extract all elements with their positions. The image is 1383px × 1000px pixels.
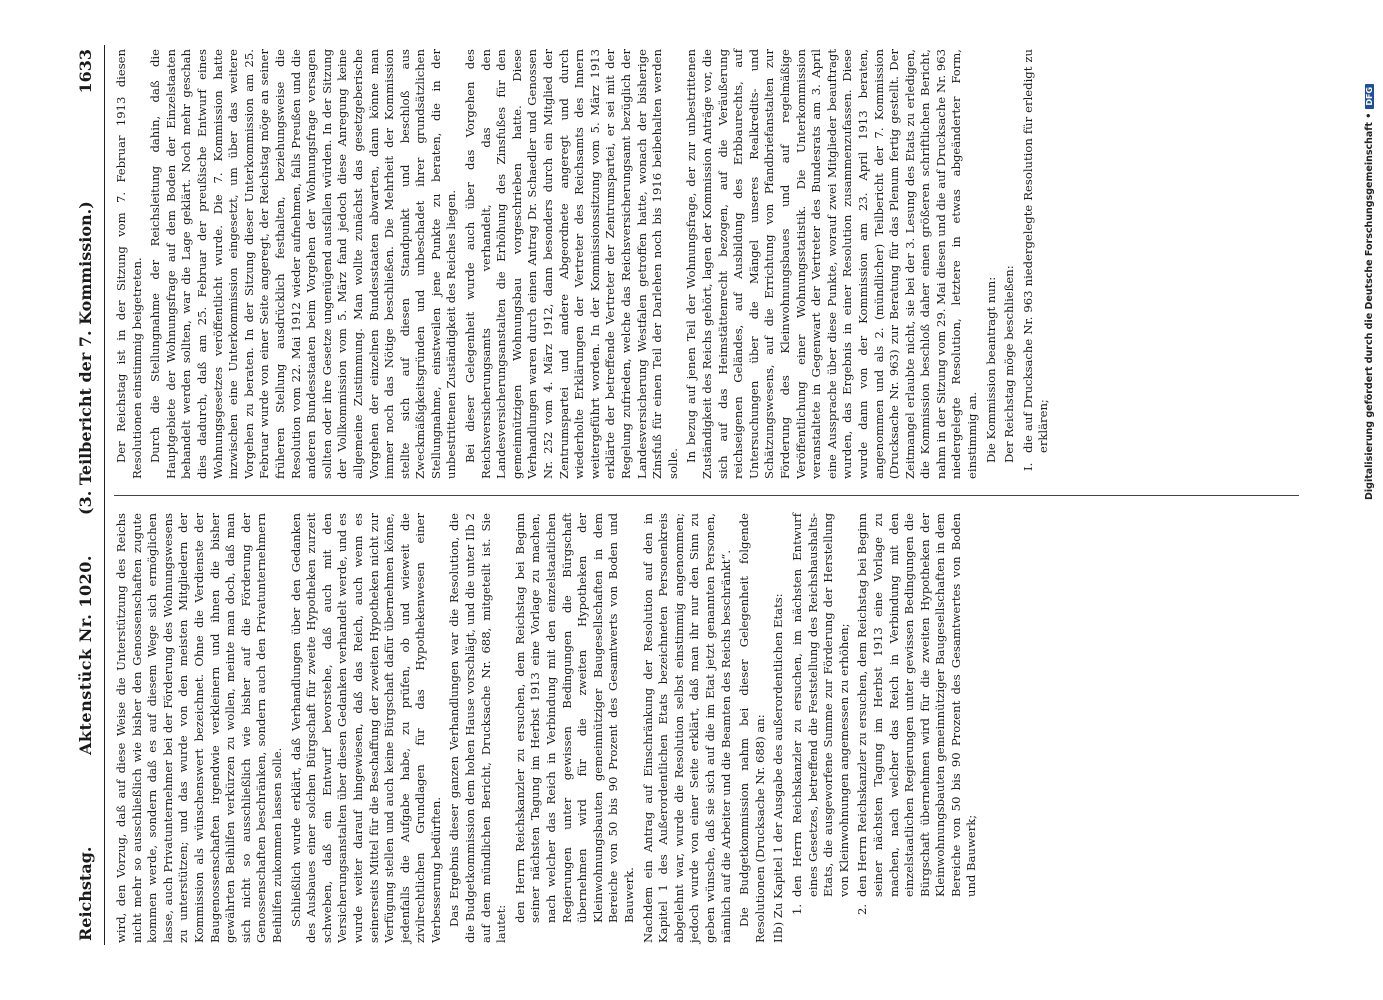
left-column (114, 513, 983, 943)
text-columns (114, 45, 1304, 945)
digitization-credit: Digitalisierung gefördert durch die Deutsche Forschungsgemeinschaft • (1364, 112, 1375, 500)
quoted-resolution: den Herrn Reichskanzler zu ersuchen, dem Reichstag bei Beginn seiner nächsten Tagung im Herbst 1913 eine Vorlage zu machen, nach welcher das Reich in Verbindung mit den einzelstaatlichen Regierungen unter gewissen Bedingungen die Bürgschaft übernehmen wird für die zweiten Hypotheken der Kleinwohnungsbauten gemeinnütziger Baugesellschaften in dem Bereiche von 50 bis 90 Prozent des Gesamtwerts von Boden und Bauwerk. (512, 513, 636, 923)
item-number: 1. (789, 903, 804, 915)
item-text: den Herrn Reichskanzler zu ersuchen, im nächsten Entwurf eines Gesetzes, betreffend die Feststellung des Reichshaushalts-Etats, die ausgeworfene Summe zur Förderung der Herstellung von Kleinwohnungen angemessen zu erhöhen; (789, 513, 851, 897)
item-text: den Herrn Reichskanzler zu ersuchen, dem Reichstag bei Beginn seiner nächsten Tagung im Herbst 1913 eine Vorlage zu machen, nach welcher das Reich in Verbindung mit den einzelstaatlichen Regierungen unter gewissen Bedingungen die Bürgschaft übernehmen wird für die zweiten Hypotheken der Kleinwohnungsbauten gemeinnütziger Baugesellschaften in dem Bereiche von 50 bis 90 Prozent des Gesamtwertes von Boden und Bauwerk; (855, 513, 979, 897)
paragraph: Der Reichstag ist in der Sitzung vom 7. Februar 1913 diesen Resolutionen einstimmig beigetreten. (114, 49, 144, 479)
paragraph: Das Ergebnis dieser ganzen Verhandlungen war die Resolution, die die Budgetkommission dem hohen Hause vorschlägt, und die unter IIb 2 auf dem mündlichen Bericht, Drucksache Nr. 688, mitgeteilt ist. Sie lautet: (447, 513, 509, 943)
page-number: 1633 (76, 49, 95, 94)
paragraph: Nachdem ein Antrag auf Einschränkung der Resolution auf den in Kapitel 1 des Außerordentlichen Etats bezeichneten Personenkreis abgelehnt war, wurde die Resolution selbst einstimmig angenommen; jedoch wurde von einer Seite erklärt, daß man ihr nur den Sinn zu geben wünsche, daß sie sich auf die im Etat jetzt genannten Personen, nämlich auf die Arbeiter und die Beamten des Reichs beschränkt“. (640, 513, 733, 943)
dfg-logo: DFG (1365, 84, 1374, 109)
document-page (70, 45, 1310, 945)
paragraph: Der Reichstag möge beschließen: (1002, 265, 1017, 463)
header-document-number: Aktenstück Nr. 1020. (76, 555, 95, 755)
paragraph: Die Kommission beantragt nun: (983, 276, 998, 463)
resolution-heading: IIb) Zu Kapitel 1 der Ausgabe des außerordentlichen Etats: (771, 593, 786, 943)
resolution-item (790, 513, 852, 943)
right-column (114, 49, 1055, 479)
paragraph: Bei dieser Gelegenheit wurde auch über das Vorgehen des Reichsversicherungsamts verhandelt, das den Landesversicherungsanstalten die Erhöhung des Zinsfußes für den gemeinnützigen Wohnungsbau vorgeschrieben hatte. Diese Verhandlungen waren durch einen Antrag Dr. Schaedler und Genossen Nr. 252 vom 4. März 1912, dann besonders durch ein Mitglied der Zentrumspartei und andere Abgeordnete angeregt und durch wiederholte Erklärungen der Vertreter des Reichsamts des Innern weitergeführt worden. In der Kommissionssitzung vom 5. März 1913 erklärte der betreffende Vertreter der Zentrumspartei, er sei mit der Regelung zufrieden, welche das Reichsversicherungsamt bezüglich der Landesversicherung Westfalen getroffen hatte, wonach der bisherige Zinsfuß für einen Teil der Darlehen noch bis 1916 beibehalten werden solle. (463, 49, 680, 479)
motion-item (1021, 49, 1052, 479)
paragraph: Die Budgetkommission nahm bei dieser Gelegenheit folgende Resolutionen (Drucksache Nr. 688) an: (737, 513, 767, 943)
paragraph: Schließlich wurde erklärt, daß Verhandlungen über den Gedanken des Ausbaues einer solchen Bürgschaft für zweite Hypotheken zurzeit schweben, daß ein Entwurf bevorstehe, daß auch mit den Versicherungsanstalten über diesen Gedanken verhandelt werde, und es wurde weiter darauf hingewiesen, daß das Reich, auch wenn es seinerseits Mittel für die Beschaffung der zweiten Hypotheken nicht zur Verfügung stellen und auch keine Bürgschaft dafür übernehmen könne, jedenfalls die Aufgabe habe, zu prüfen, ob und wieweit die zivilrechtlichen Grundlagen für das Hypothekenwesen einer Verbesserung bedürften. (288, 513, 443, 943)
page-header (70, 45, 105, 945)
item-number: 2. (855, 903, 870, 915)
paragraph: Durch die Stellungnahme der Reichsleitung dahin, daß die Hauptgebiete der Wohnungsfrage auf dem Boden der Einzelstaaten behandelt werden sollten, war die Lage geklärt. Noch mehr geschah dies dadurch, daß am 25. Februar der preußische Entwurf eines Wohnungsgesetzes veröffentlicht wurde. Die 7. Kommission hatte inzwischen eine Unterkommission eingesetzt, um über das weitere Vorgehen zu beraten. In der Sitzung dieser Unterkommission am 25. Februar wurde von einer Seite angeregt, der Reichstag möge an seiner früheren Stellung ausdrücklich festhalten, beziehungsweise die Resolution vom 22. Mai 1912 wieder aufnehmen, falls Preußen und die anderen Bundesstaaten beim Vorgehen der Wohnungsfrage versagen sollten oder ihre Gesetze ungenügend ausfallen würden. In der Sitzung der Vollkommission vom 5. März fand jedoch diese Anregung keine allgemeine Zustimmung. Man wollte zunächst das gesetzgeberische Vorgehen der einzelnen Bundesstaaten abwarten, dann könne man immer noch das Nötige beschließen. Die Mehrheit der Kommission stellte sich auf diesen Standpunkt und beschloß aus Zweckmäßigkeitsgründen und unbeschadet ihrer grundsätzlichen Stellungnahme, einstweilen jene Punkte zu beraten, die in der unbestrittenen Zuständigkeit des Reiches liegen. (148, 49, 459, 479)
column-divider (114, 495, 1299, 496)
paragraph: wird, den Vorzug, daß auf diese Weise die Unterstützung des Reichs nicht mehr so ausschließlich wie bisher den Genossenschaften zugute kommen werde, sondern daß es auf diesem Wege sich ermöglichen lasse, auch Privatunternehmer bei der Förderung des Wohnungswesens zu unterstützen; und das wurde von den meisten Mitgliedern der Kommission als wünschenswert bezeichnet. Ohne die Verdienste der Baugenossenschaften irgendwie verkleinern und ihnen die bisher gewährten Beihilfen verkürzen zu wollen, meinte man doch, daß man sich nicht so ausschließlich wie bisher auf die Förderung der Genossenschaften beschränken, sondern auch den Privatunternehmern Beihilfen zukommen lassen solle. (114, 513, 284, 943)
item-number: I. (1020, 462, 1035, 471)
digitization-note (1364, 20, 1378, 500)
header-report-title: (3. Teilbericht der 7. Kommission.) (76, 201, 95, 515)
item-text: die auf Drucksache Nr. 963 niedergelegte Resolution für erledigt zu erklären; (1020, 49, 1051, 453)
paragraph: In bezug auf jenen Teil der Wohnungsfrage, der zur unbestrittenen Zuständigkeit des Reichs gehört, lagen der Kommission Anträge vor, die sich auf das Heimstättenrecht bezogen, auf die Veräußerung reichseigenen Geländes, auf Ausbildung des Erbbaurechts, auf Untersuchungen über die Mängel unseres Realkredits- und Schätzungswesens, auf die Errichtung von Pfandbriefanstalten zur Förderung des Kleinwohnungsbaues und auf regelmäßige Veröffentlichung einer Wohnungsstatistik. Die Unterkommission veranstaltete in Gegenwart der Vertreter des Bundesrats am 3. April eine Aussprache über diese Punkte, worauf zwei Mitglieder beauftragt wurden, das Ergebnis in einer Resolution zusammenzufassen. Diese wurde dann von der Kommission am 23. April 1913 beraten, angenommen und als 2. (mündlicher) Teilbericht der 7. Kommission (Drucksache Nr. 963) zur Beratung für das Plenum fertig gestellt. Der Zeitmangel erlaubte nicht, sie bei der 3. Lesung des Etats zu erledigen, die Kommission beschloß daher einen größeren schriftlichen Bericht, nahm in der Sitzung vom 29. Mai diesen und die auf Drucksache Nr. 963 niedergelegte Resolution, letztere in etwas abgeänderter Form, einstimmig an. (684, 49, 980, 479)
resolution-item (855, 513, 980, 943)
header-institution: Reichstag. (76, 846, 95, 941)
